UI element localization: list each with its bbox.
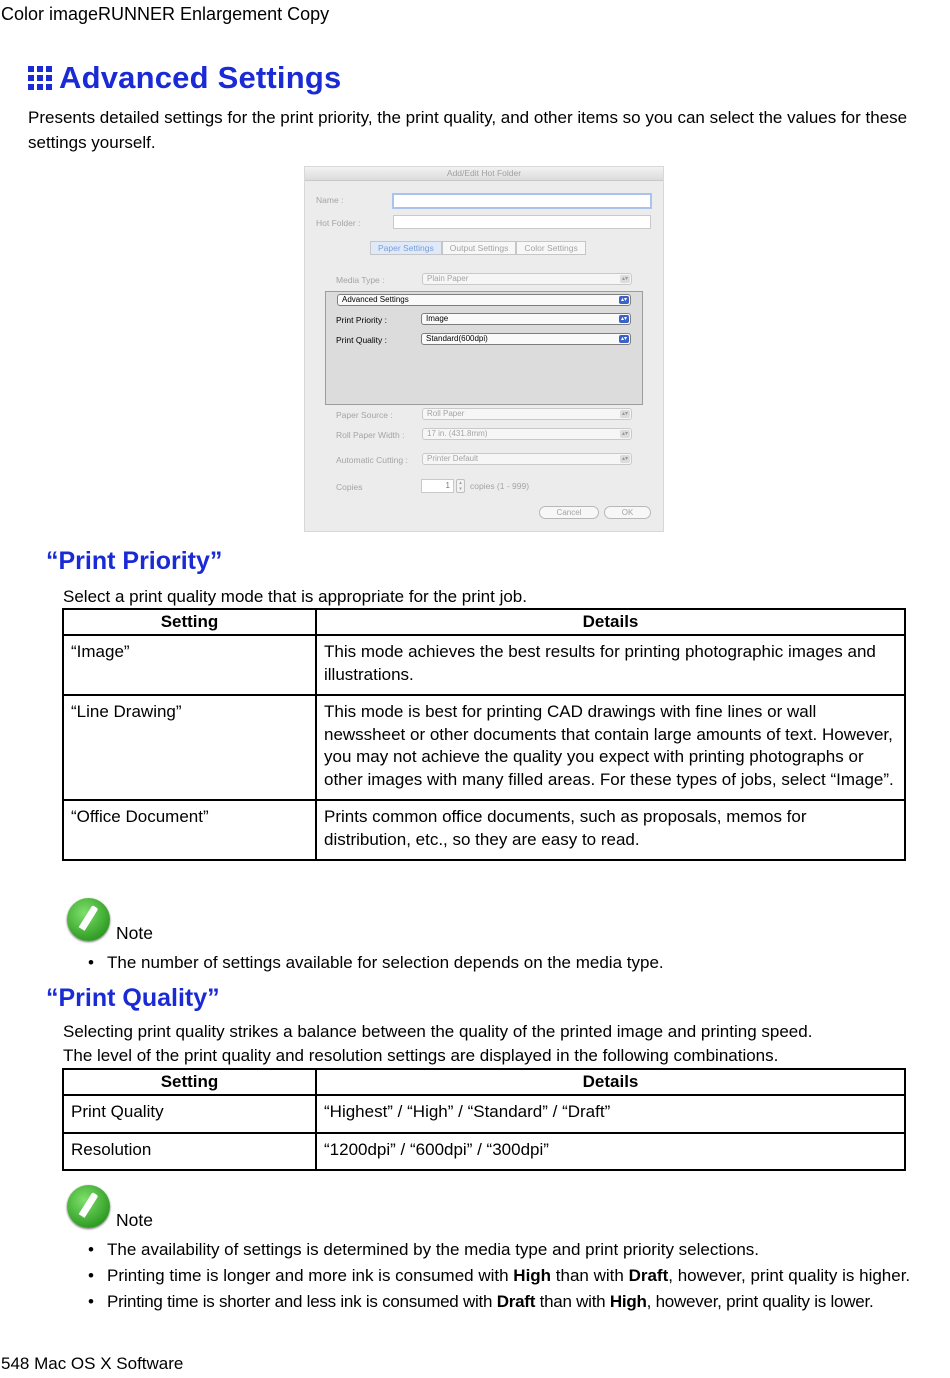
chevron-updown-icon: ▴▾ [620, 336, 628, 342]
column-header: Setting [63, 609, 316, 635]
copies-input[interactable]: 1 [421, 479, 454, 493]
note-block [67, 898, 153, 941]
note-bold-text: High [513, 1266, 552, 1285]
auto-cut-label: Automatic Cutting : [336, 455, 408, 465]
chevron-updown-icon: ▴▾ [621, 431, 629, 437]
print-quality-select[interactable] [421, 333, 631, 345]
roll-width-label: Roll Paper Width : [336, 430, 405, 440]
tab-output-settings[interactable]: Output Settings [442, 241, 517, 255]
print-quality-label: Print Quality : [336, 335, 388, 345]
pen-note-icon [67, 898, 110, 941]
print-quality-table [62, 1068, 906, 1171]
running-head: Color imageRUNNER Enlargement Copy [1, 4, 330, 24]
roll-width-select[interactable] [422, 428, 632, 440]
column-header: Setting [63, 1069, 316, 1095]
table-row [63, 1133, 905, 1171]
column-header: Details [316, 609, 905, 635]
chevron-updown-icon: ▴▾ [621, 456, 629, 462]
chevron-updown-icon: ▴▾ [621, 411, 629, 417]
name-input[interactable] [392, 193, 652, 209]
list-item: • The number of settings available for selection depends on the media type. [88, 950, 918, 975]
note-text: Printing time is shorter and less ink is consumed with [107, 1292, 497, 1311]
paper-source-select[interactable] [422, 408, 632, 420]
print-priority-heading: “Print Priority” [46, 547, 223, 575]
print-quality-intro-2: The level of the print quality and resolution settings are displayed in the following combinations. [63, 1046, 779, 1065]
tab-paper-settings[interactable]: Paper Settings [370, 241, 442, 255]
table-row [63, 800, 905, 860]
setting-cell: “Image” [63, 635, 316, 695]
setting-cell: “Line Drawing” [63, 695, 316, 800]
print-priority-label: Print Priority : [336, 315, 388, 325]
table-row [63, 695, 905, 800]
setting-cell: Print Quality [63, 1095, 316, 1133]
details-cell: “Highest” / “High” / “Standard” / “Draft” [316, 1095, 905, 1133]
copies-label: Copies [336, 482, 363, 492]
note-list [88, 1237, 918, 1315]
roll-width-value: 17 in. (431.8mm) [427, 429, 488, 438]
media-type-select[interactable] [422, 273, 632, 285]
note-text: than with [535, 1292, 610, 1311]
note-label: Note [116, 923, 153, 943]
setting-cell: “Office Document” [63, 800, 316, 860]
copies-range: copies (1 - 999) [470, 481, 530, 491]
print-quality-heading: “Print Quality” [46, 984, 220, 1012]
paper-source-label: Paper Source : [336, 410, 393, 420]
media-type-label: Media Type : [336, 275, 385, 285]
note-block [67, 1185, 153, 1228]
details-cell: This mode is best for printing CAD drawings with fine lines or wall newssheet or other documents that contain large amounts of text. However, you may not achieve the quality you expect with printing photographs or other images with many filled areas. For these types of jobs, select “Image”. [316, 695, 905, 800]
print-quality-intro-1: Selecting print quality strikes a balance between the quality of the printed image and printing speed. [63, 1022, 813, 1041]
hot-folder-label: Hot Folder : [316, 218, 361, 228]
pen-note-icon [67, 1185, 110, 1228]
hot-folder-dialog [304, 166, 664, 532]
copies-stepper[interactable]: ▴ ▾ [456, 479, 465, 493]
chevron-updown-icon: ▴▾ [621, 276, 629, 282]
chevron-updown-icon: ▴▾ [620, 297, 628, 303]
setting-cell: Resolution [63, 1133, 316, 1171]
table-row [63, 1095, 905, 1133]
list-item [88, 1263, 918, 1288]
table-row [63, 635, 905, 695]
media-type-value: Plain Paper [427, 274, 469, 283]
chevron-updown-icon: ▴▾ [620, 316, 628, 322]
auto-cut-value: Printer Default [427, 454, 479, 463]
note-bold-text: Draft [496, 1292, 536, 1311]
print-priority-value: Image [426, 314, 449, 323]
advanced-settings-select[interactable] [337, 294, 631, 306]
grid-icon [28, 66, 54, 92]
print-quality-value: Standard(600dpi) [426, 334, 488, 343]
tab-color-settings[interactable]: Color Settings [516, 241, 585, 255]
dialog-title: Add/Edit Hot Folder [305, 167, 663, 181]
settings-tabs [370, 241, 586, 255]
details-cell: This mode achieves the best results for printing photographic images and illustrations. [316, 635, 905, 695]
print-priority-table [62, 608, 906, 861]
cancel-button[interactable]: Cancel [539, 506, 599, 519]
list-item: • The availability of settings is determined by the media type and print priority selections. [88, 1237, 918, 1262]
list-item [88, 1289, 918, 1314]
advanced-settings-value: Advanced Settings [342, 295, 409, 304]
name-label: Name : [316, 195, 344, 205]
page-title: Advanced Settings [59, 60, 342, 95]
note-text: than with [551, 1266, 629, 1285]
note-text: , however, print quality is higher. [668, 1266, 911, 1285]
column-header: Details [316, 1069, 905, 1095]
print-priority-intro: Select a print quality mode that is appropriate for the print job. [63, 587, 527, 606]
section-intro: Presents detailed settings for the print priority, the print quality, and other items so you can select the values for these settings yourself. [28, 108, 908, 152]
details-cell: “1200dpi” / “600dpi” / “300dpi” [316, 1133, 905, 1171]
note-bold-text: High [609, 1292, 647, 1311]
note-text: , however, print quality is lower. [646, 1292, 874, 1311]
page-footer: 548 Mac OS X Software [1, 1354, 184, 1373]
ok-button[interactable]: OK [604, 506, 651, 519]
section-heading [28, 60, 341, 96]
note-text: Printing time is longer and more ink is consumed with [107, 1266, 514, 1285]
print-priority-select[interactable] [421, 313, 631, 325]
advanced-settings-group [325, 291, 643, 405]
details-cell: Prints common office documents, such as proposals, memos for distribution, etc., so they are easy to read. [316, 800, 905, 860]
note-label: Note [116, 1210, 153, 1230]
note-list [88, 950, 918, 976]
paper-source-value: Roll Paper [427, 409, 465, 418]
hot-folder-input[interactable] [393, 215, 651, 229]
auto-cut-select[interactable] [422, 453, 632, 465]
note-bold-text: Draft [628, 1266, 669, 1285]
